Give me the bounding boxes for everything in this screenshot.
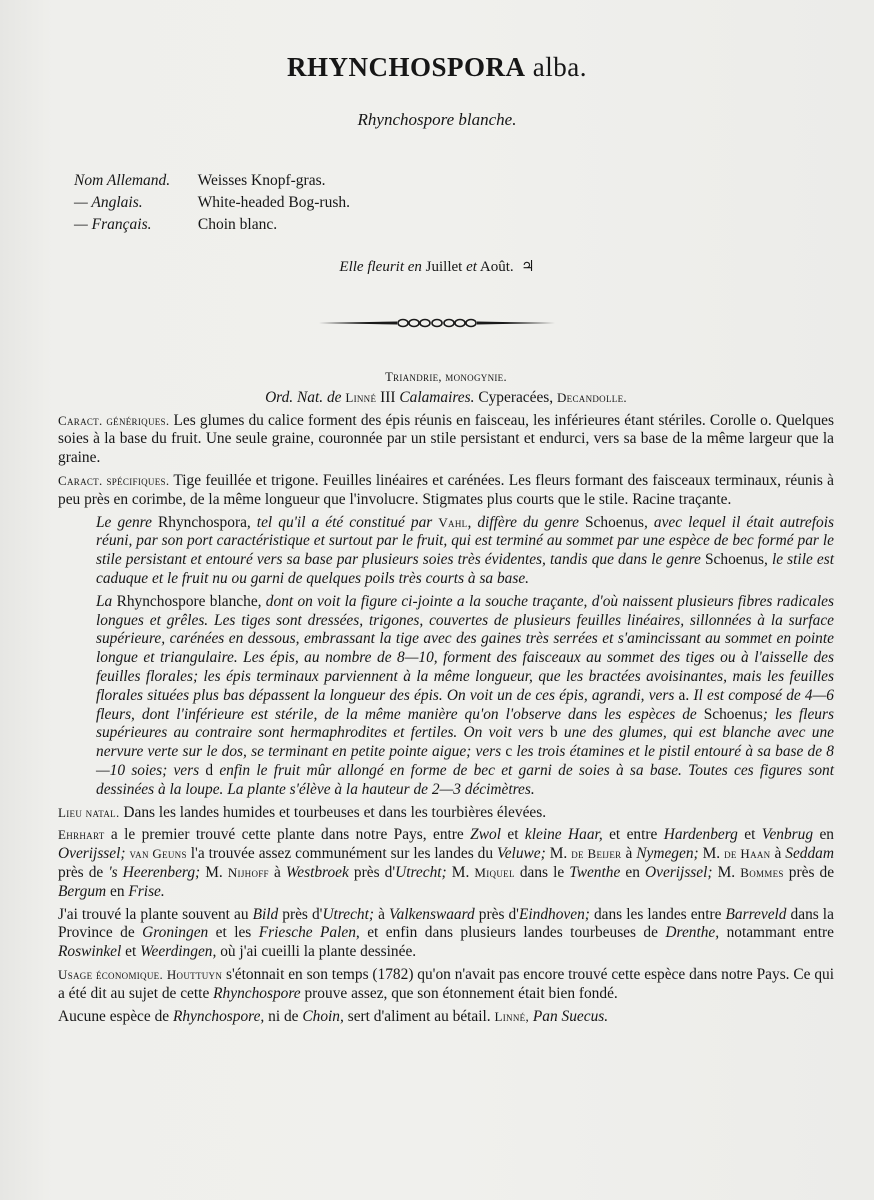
flowering-en: en <box>407 259 422 275</box>
section-label: Lieu natal. <box>58 804 120 820</box>
genus-paragraph: Le genre Rhynchospora, tel qu'il a été constitué par Vahl, diffère du genre Schoenus, avec lequel il était autrefois réuni, par son port caractéristique et surtout par le fruit, qui est terminé au sommet par une espèce de bec formé par le stile persistant et entouré vers sa base par plusieurs soies très évidentes, tandis que dans le genre Schoenus, le stile est caduque et le fruit nu ou garni de quelques poils très courts à sa base. <box>96 513 834 587</box>
natural-order-line: Ord. Nat. de Linné III Calamaires. Cyperacées, Decandolle. <box>265 388 627 406</box>
body-text <box>58 368 834 1030</box>
vernacular-row-french <box>74 214 350 236</box>
vernacular-label: Nom Allemand. <box>74 172 171 189</box>
section-label: Caract. génériques. <box>58 412 170 428</box>
closing-paragraph: Aucune espèce de Rhynchospore, ni de Choin, sert d'aliment au bétail. Linné, Pan Suecus. <box>58 1007 609 1025</box>
habitat-paragraph: Lieu natal. Dans les landes humides et tourbeuses et dans les tourbières élevées. <box>58 803 547 821</box>
vernacular-label: — Français. <box>74 216 152 233</box>
vernacular-row-english <box>74 192 350 214</box>
section-label: Caract. spécifiques. <box>58 472 170 488</box>
flowering-month1: Juillet <box>425 259 463 275</box>
page-subtitle: Rhynchospore blanche. <box>357 110 517 129</box>
description-paragraph: La Rhynchospore blanche, dont on voit la figure ci-jointe a la souche traçante, d'où naissent plusieurs fibres radicales longues et grêles. Les tiges sont dressées, trigones, couvertes de plusieurs feuilles linéaires, sillonnées à la surface supérieure, carénées en dessous, embrassant la tige avec des gaines très serrées et s'amincissant au sommet en pointe longue et triangulaire. Les épis, au nombre de 8—10, forment des faisceaux au sommet des tiges ou à l'aisselle des feuilles florales; les épis terminaux parviennent à la même longueur, que les bractées avoisinantes, mais les feuilles florales situées plus bas dépassent la longueur des épis. On voit un de ces épis, agrandi, vers a. Il est composé de 4—6 fleurs, dont l'inférieure est stérile, de la même manière qu'on l'observe dans les espèces de Schoenus; les fleurs supérieures au contraire sont hermaphrodites et fertiles. On voit vers b une des glumes, qui est blanche avec une nervure verte sur le dos, se terminant en petite pointe aigue; vers c les trois étamines et le pistil entouré à sa base de 8—10 soies; vers d enfin le fruit mûr allongé en forme de bec et garni de soies à sa base. Toutes ces figures sont dessinées à la loupe. La plante s'élève à la hauteur de 2—3 décimètres. <box>96 592 834 798</box>
page-title <box>0 52 874 83</box>
section-label: Usage économique. <box>58 966 163 982</box>
specific-characters: Caract. spécifiques. Tige feuillée et trigone. Feuilles linéaires et carénées. Les fleurs formant des faisceaux terminaux, réunis à peu près en corimbe, de la même longueur que l'involucre. Stigmates plus courts que le stile. Racine traçante. <box>58 471 835 508</box>
perennial-sign-icon: ♃ <box>521 259 535 275</box>
author-localities-paragraph: J'ai trouvé la plante souvent au Bild près d'Utrecht; à Valkenswaard près d'Eindhoven; dans les landes entre Barreveld dans la Province de Groningen et les Friesche Palen, et enfin dans plusieurs landes tourbeuses de Drenthe, notammant entre Roswinkel et Weerdingen, où j'ai cueilli la plante dessinée. <box>58 905 834 961</box>
vernacular-row-german <box>74 170 350 192</box>
vernacular-value: White-headed Bog-rush. <box>197 194 350 211</box>
vernacular-names <box>74 170 350 236</box>
ornament-divider-icon <box>317 315 557 331</box>
flowering-lead: Elle fleurit <box>339 259 404 275</box>
economic-use-paragraph: Usage économique. Houttuyn s'étonnait en son temps (1782) qu'on n'avait pas encore trouvé cette espèce dans notre Pays. Ce qui a été dit au sujet de cette Rhynchospore prouve assez, que son étonnement était bien fondé. <box>58 965 834 1002</box>
flowering-et: et <box>466 259 477 275</box>
localities-paragraph: Ehrhart a le premier trouvé cette plante dans notre Pays, entre Zwol et kleine Haar, et entre Hardenberg et Venbrug en Overijssel; van Geuns l'a trouvée assez communément sur les landes du Veluwe; M. de Beijer à Nymegen; M. de Haan à Seddam près de 's Heerenberg; M. Nijhoff à Westbroek près d'Utrecht; M. Miquel dans le Twenthe en Overijssel; M. Bommes près de Bergum en Frise. <box>58 826 835 900</box>
title-species: alba. <box>532 52 587 82</box>
flowering-month2: Août. <box>479 259 514 275</box>
vernacular-value: Weisses Knopf-gras. <box>197 172 326 189</box>
vernacular-value: Choin blanc. <box>197 216 278 233</box>
flowering-line <box>0 257 874 276</box>
title-genus: RHYNCHOSPORA <box>287 52 526 82</box>
vernacular-label: — Anglais. <box>74 194 143 211</box>
class-heading: Triandrie, monogynie. <box>385 370 507 384</box>
generic-characters: Caract. génériques. Les glumes du calice forment des épis réunis en faisceau, les inférieures étant stériles. Corolle o. Quelques soies à la base du fruit. Une seule graine, couronnée par un stile persistant et endurci, vers sa base de la même largeur que la graine. <box>58 411 834 467</box>
